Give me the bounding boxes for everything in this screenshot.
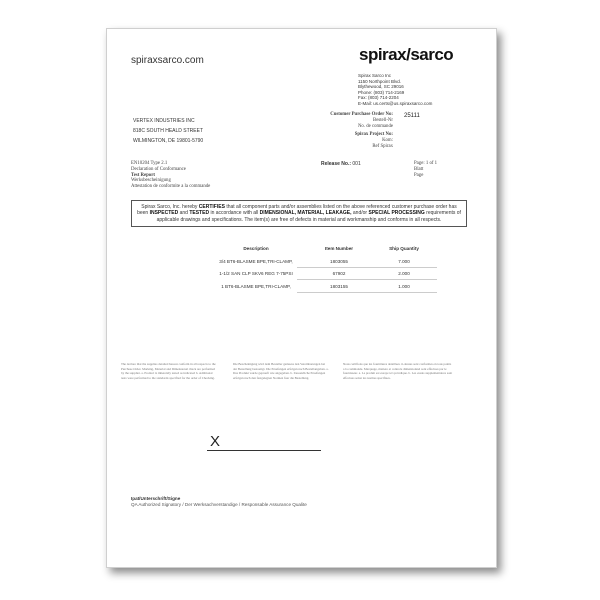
row-ship-quantity: 1.000 (398, 284, 410, 289)
address-line: Blythewood, SC 29016 (358, 84, 404, 90)
address-line: 1150 Northpoint Blvd. (358, 78, 401, 84)
customer-address (133, 116, 203, 146)
row-divider (297, 292, 437, 293)
release-number: 001 (352, 161, 361, 167)
cert-text: and (179, 210, 188, 217)
col-header-item-number: Item Number (324, 246, 354, 251)
project-label: Spirax Project No: (354, 132, 393, 137)
row-item-number: 1803155 (330, 284, 348, 289)
row-description: 1 BT6-BLASME BPE,TRI-CLAMP, (221, 284, 291, 289)
doc-code: EN10204 Type 2.1 (131, 161, 168, 166)
logo-slash-icon: / (406, 45, 411, 64)
release-label: Release No.: (321, 161, 352, 167)
fine-print-de: Die Bescheinigung wird dem Besteller gemaess den Vereinbarungen bei der Bestellung bestaetigt. Die Pruefungen erfolgen nach Bestellangaben. a. Das Produkt wurde geprueft wie angegeben. b. Zusaetzliche Pruefungen erfolgen nach den festgelegten Normen fuer die Bestellung. (233, 362, 329, 380)
cert-bold: TESTED (189, 210, 210, 217)
cert-text: Spirax Sarco, Inc. hereby (141, 204, 198, 210)
address-line: Phone: (803) 714-2169 (358, 89, 405, 95)
po-labels (315, 112, 393, 130)
customer-line: WILMINGTON, DE 19801-5790 (133, 138, 204, 144)
customer-line: VERTEX INDUSTRIES INC (133, 118, 195, 124)
signature-block (131, 496, 307, 508)
doc-title-bold: Test Report (131, 172, 155, 178)
page-info (414, 161, 437, 178)
cert-bold: DIMENSIONAL, MATERIAL, LEAKAGE, (259, 210, 352, 217)
customer-line: 818C SOUTH HEALD STREET (133, 128, 204, 134)
website-url[interactable]: spiraxsarco.com (131, 55, 204, 66)
page-label-de: Blatt (414, 166, 424, 172)
row-item-number: 67902 (332, 271, 346, 276)
cert-text: in accordance with all (210, 210, 259, 217)
cert-text: requirements of applicable drawings and specifications. The item(s) are free of defects in material and workmanship and conforms in all respects. (156, 210, 461, 223)
doc-title-en: Declaration of Conformance (131, 166, 186, 172)
fine-print-en: The declare that the supplies detailed hereon conform in all respects to the Purchase Order. Marking, Material and Dimensional check are performed by the supplier. a. Product is inherently tested as indicated b. Additional tests were performed to the standards specified for the order of Checking. (121, 362, 216, 380)
cert-bold: SPECIAL PROCESSING (368, 210, 425, 217)
certificate-page (106, 28, 497, 568)
address-line: Spirax Sarco Inc (358, 73, 392, 78)
row-divider (297, 267, 437, 268)
logo-right-text: sarco (410, 45, 454, 64)
col-header-description: Description (243, 246, 269, 251)
document-type (131, 161, 210, 190)
fine-print-fr: Nous certifions que les fournitures detaillees ci-dessus sont conformes en tous points a la commande. Marquage, matiere et controle dimensionnel sont effectues par le fournisseur. a. Le produit est essaye tel qu indique. b. Les essais supplementaires sont effectues selon les normes specifiees. (343, 362, 453, 380)
row-description: 3/4 BT6-BLASME BPE,TRI-CLAMP, (219, 259, 293, 264)
signature-title: Ipat/Unterschrift/Signe (131, 496, 181, 501)
po-label: Customer Purchase Order No: (330, 112, 393, 117)
company-address (358, 73, 432, 107)
logo-left-text: spirax (359, 45, 407, 64)
cert-bold: INSPECTED (149, 210, 179, 217)
address-line: E-Mail: us.certs@us.spiraxsarco.com (358, 100, 433, 106)
address-line: Fax: (803) 714-2204 (358, 95, 399, 101)
release-info (321, 161, 361, 167)
po-label-de: Bestell-Nr (373, 118, 393, 123)
doc-title-de: Werksbescheinigung (131, 178, 171, 184)
signature-mark: X (210, 433, 221, 450)
cert-text: that all component parts and/or assemblies listed on the above referenced customer purchase order has been (137, 204, 457, 217)
row-description: 1-1/2 SAN CLP SKV6 REG 7-75PSI (219, 271, 293, 276)
col-header-ship-quantity: Ship Quantity (389, 246, 419, 251)
project-label-fr: Ref Spirax (372, 144, 393, 149)
row-item-number: 1803055 (330, 259, 348, 264)
signature-line[interactable] (207, 450, 321, 451)
company-logo (359, 45, 453, 65)
row-ship-quantity: 7.000 (398, 259, 410, 264)
page-label-fr: Page (414, 172, 424, 178)
project-labels (315, 132, 393, 150)
page-label: Page: (414, 161, 425, 166)
po-number: 25111 (404, 113, 420, 119)
signature-subtitle: QA Authorized Signatory / Der Werksachverstandige / Responsable Assurance Qualite (131, 502, 307, 507)
doc-title-fr: Attestation de conformite a la commande (131, 184, 211, 190)
po-label-fr: No. de commande (357, 124, 393, 129)
cert-bold: CERTIFIES (198, 204, 225, 210)
page-value: 1 of 1 (425, 161, 438, 166)
row-divider (297, 279, 437, 280)
cert-text: and/or (352, 210, 368, 217)
row-ship-quantity: 2.000 (398, 271, 410, 276)
project-label-de: Kom: (382, 138, 393, 143)
certification-statement (131, 200, 467, 227)
